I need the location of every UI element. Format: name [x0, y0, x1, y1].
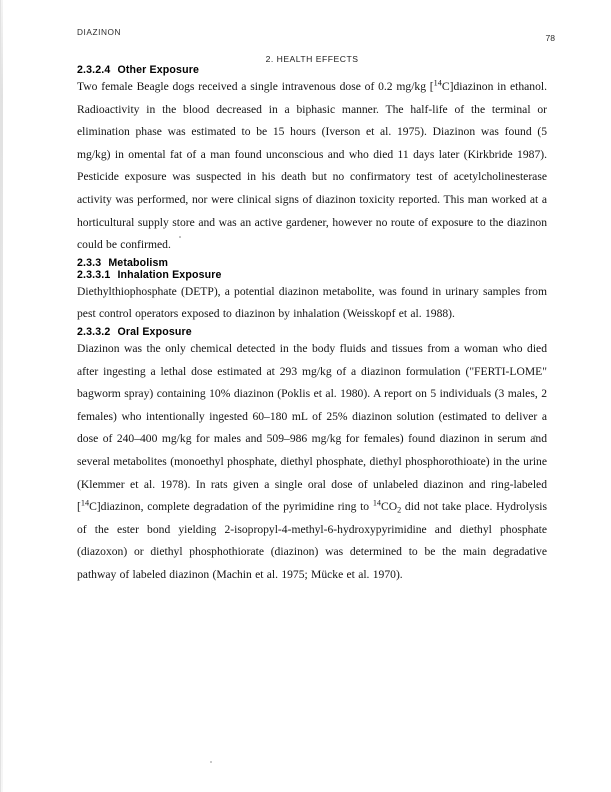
- paragraph-text-segment: did not take place. Hydrolysis of the ester bond yielding 2-isopropyl-4-methyl-6-hydroxypyrimidine and diethyl phosphate (diazoxon) or diethyl phosphothiorate (diazinon) was determined to be the main degradative pathway of labeled diazinon (Machin et al. 1975; Mücke et al. 1970).: [77, 500, 547, 581]
- paragraph-text-segment: Diazinon was the only chemical detected in the body fluids and tissues from a woman who died after ingesting a lethal dose estimated at 293 mg/kg of a diazinon formulation ("FERTI-LOME" bagworm spray) containing 10% diazinon (Poklis et al. 1980). A report on 5 individuals (3 males, 2 females) who intentionally ingested 60–180 mL of 25% diazinon solution (estimated to deliver a dose of 240–400 mg/kg for males and 509–986 mg/kg for females) found diazinon in serum and several metabolites (monoethyl phosphate, diethyl phosphate, diethyl phosphorothioate) in the urine (Klemmer et al. 1978). In rats given a single oral dose of unlabeled diazinon and ring-labeled [: [77, 341, 547, 514]
- chapter-header: 2. HEALTH EFFECTS: [265, 54, 359, 64]
- superscript-carbon-14: 14: [80, 498, 90, 508]
- paragraph-oral-exposure: [77, 338, 547, 587]
- heading-number: 2.3.3.2: [77, 325, 111, 338]
- paragraph-text-segment: CO: [381, 500, 398, 514]
- heading-title: Inhalation Exposure: [117, 268, 222, 281]
- running-header: [77, 0, 555, 43]
- heading-inhalation-exposure: [77, 269, 547, 281]
- heading-other-exposure: [77, 64, 547, 76]
- heading-title: Metabolism: [108, 256, 169, 269]
- superscript-carbon-14: 14: [433, 78, 442, 88]
- page-content: [77, 0, 555, 586]
- paragraph-inhalation-exposure: Diethylthiophosphate (DETP), a potential diazinon metabolite, was found in urinary samples from pest control operators exposed to diazinon by inhalation (Weisskopf et al. 1988).: [77, 284, 547, 321]
- heading-title: Other Exposure: [117, 64, 200, 76]
- scan-speck: [210, 761, 212, 763]
- page-number: 78: [545, 33, 555, 43]
- heading-oral-exposure: [77, 326, 547, 338]
- heading-title: Oral Exposure: [117, 325, 192, 338]
- scan-edge-artifact: [1, 0, 3, 792]
- paragraph-text-segment: Two female Beagle dogs received a single intravenous dose of 0.2 mg/kg [: [77, 80, 434, 93]
- heading-number: 2.3.3: [77, 256, 102, 269]
- running-head-title: DIAZINON: [77, 27, 122, 37]
- subscript-two: 2: [397, 505, 402, 515]
- heading-number: 2.3.2.4: [77, 64, 111, 76]
- paragraph-other-exposure: [77, 76, 547, 257]
- paragraph-text-segment: C]diazinon, complete degradation of the pyrimidine ring to: [89, 500, 373, 514]
- heading-number: 2.3.3.1: [77, 268, 111, 281]
- paragraph-text-segment: C]diazinon in ethanol. Radioactivity in the blood decreased in a biphasic manner. The half-life of the terminal or elimination phase was estimated to be 15 hours (Iverson et al. 1975). Diazinon was found (5 mg/kg) in omental fat of a man found unconscious and who died 11 days later (Kirkbride 1987). Pesticide exposure was suspected in his death but no confirmatory test of acetylcholinesterase activity was performed, nor were clinical signs of diazinon toxicity reported. This man worked at a horticultural supply store and was an active gardener, however no route of exposure to the diazinon could be confirmed.: [77, 80, 548, 252]
- heading-metabolism: [77, 257, 547, 269]
- superscript-carbon-14: 14: [372, 498, 382, 508]
